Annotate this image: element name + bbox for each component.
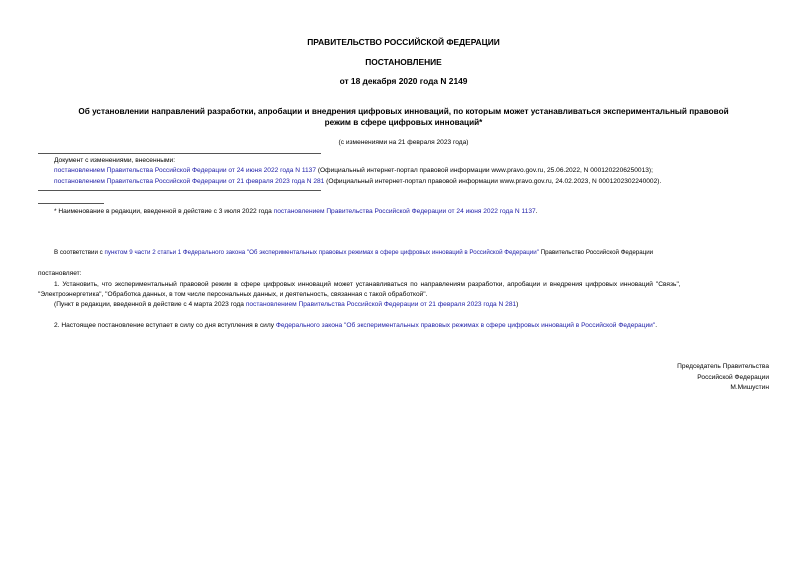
change-link-281[interactable]: постановлением Правительства Российской Федерации от 21 февраля 2023 года N 281 bbox=[54, 178, 325, 185]
point-1-note-link-281[interactable]: постановлением Правительства Российской Федерации от 21 февраля 2023 года N 281 bbox=[245, 301, 517, 308]
doc-type-heading: ПОСТАНОВЛЕНИЕ bbox=[365, 57, 442, 67]
separator-rule bbox=[38, 153, 321, 154]
footnote-rule bbox=[38, 203, 104, 204]
point-1-line2: "Электроэнергетика", "Обработка данных, в том числе персональных данных, и деятельность, связанная с такой обработкой". bbox=[38, 291, 428, 298]
footnote bbox=[54, 208, 538, 216]
footnote-link-1137[interactable]: постановлением Правительства Российской Федерации от 24 июня 2022 года N 1137 bbox=[273, 208, 536, 215]
change-item-1 bbox=[54, 167, 653, 175]
footnote-text: * Наименование в редакции, введенной в действие с 3 июля 2022 года bbox=[54, 208, 274, 215]
preamble-end: Правительство Российской Федерации bbox=[538, 249, 654, 256]
point-2-start: 2. Настоящее постановление вступает в силу со дня вступления в силу bbox=[54, 322, 276, 329]
point-2 bbox=[54, 322, 657, 330]
government-heading: ПРАВИТЕЛЬСТВО РОССИЙСКОЙ ФЕДЕРАЦИИ bbox=[307, 37, 500, 47]
document-title-line1: Об установлении направлений разработки, апробации и внедрения цифровых инноваций, по которым может устанавливаться экспериментальный правовой bbox=[78, 107, 729, 116]
point-1-note-start: (Пункт в редакции, введенной в действие с 4 марта 2023 года bbox=[54, 301, 246, 308]
preamble bbox=[54, 249, 653, 257]
change-item-2 bbox=[54, 178, 661, 186]
federal-law-link[interactable]: Федерального закона "Об экспериментальных правовых режимах в сфере цифровых инноваций в Российской Федерации" bbox=[275, 322, 656, 329]
point-1-edition-note bbox=[54, 301, 518, 309]
signature-organization: Российской Федерации bbox=[697, 373, 769, 381]
preamble-start: В соответствии с bbox=[54, 249, 105, 256]
point-1-note-end: ) bbox=[516, 301, 519, 308]
footnote-end: . bbox=[535, 208, 538, 215]
document-title-line2: режим в сфере цифровых инноваций* bbox=[324, 118, 483, 127]
changes-intro: Документ с изменениями, внесенными: bbox=[54, 157, 176, 164]
signature-name: М.Мишустин bbox=[730, 384, 769, 391]
separator-rule bbox=[38, 190, 321, 191]
signature-block bbox=[677, 362, 769, 394]
change-item-2-source: (Официальный интернет-портал правовой информации www.pravo.gov.ru, 24.02.2023, N 0001202302240002). bbox=[324, 178, 662, 185]
decides-text: постановляет: bbox=[38, 270, 82, 277]
revision-note: (с изменениями на 21 февраля 2023 года) bbox=[338, 139, 469, 146]
signature-position: Председатель Правительства bbox=[677, 363, 769, 370]
point-1-line1: 1. Установить, что экспериментальный правовой режим в сфере цифровых инноваций может устанавливаться по направлениям разработки, апробации и внедрения цифровых инноваций "Связь", bbox=[54, 281, 681, 288]
change-link-1137[interactable]: постановлением Правительства Российской Федерации от 24 июня 2022 года N 1137 bbox=[54, 167, 317, 174]
date-number-heading: от 18 декабря 2020 года N 2149 bbox=[339, 76, 468, 86]
point-2-end: . bbox=[655, 322, 658, 329]
federal-law-article-link[interactable]: пунктом 9 части 2 статьи 1 Федерального закона "Об экспериментальных правовых режимах в сфере цифровых инноваций в Российской Федерации" bbox=[104, 249, 539, 256]
change-item-1-source: (Официальный интернет-портал правовой информации www.pravo.gov.ru, 25.06.2022, N 0001202206250013); bbox=[316, 167, 653, 174]
